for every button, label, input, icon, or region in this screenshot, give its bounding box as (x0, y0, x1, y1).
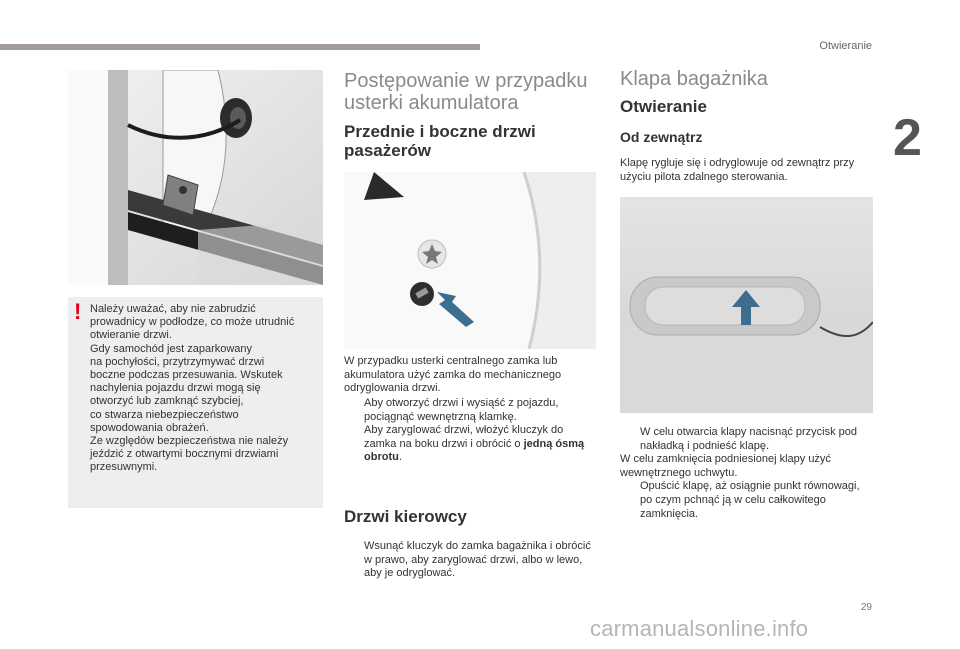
chapter-number: 2 (893, 109, 922, 167)
header-accent-bar (0, 44, 480, 50)
from-outside-heading: Od zewnątrz (620, 129, 703, 145)
door-lock-photo (344, 172, 596, 349)
section-name: Otwieranie (819, 40, 872, 52)
list-item: Aby otworzyć drzwi i wysiąść z pojazdu, pociągnąć wewnętrzną klamkę. (364, 397, 559, 423)
door-lock-illustration (344, 172, 596, 349)
opening-heading: Otwieranie (620, 97, 707, 116)
warning-icon: ! (74, 299, 82, 324)
tailgate-steps (620, 426, 872, 521)
list-item: W celu otwarcia klapy nacisnąć przycisk pod nakładką i podnieść klapę. (640, 426, 858, 452)
outside-text: Klapę rygluje się i odryglowuje od zewnątrz przy użyciu pilota zdalnego sterowania. (620, 157, 855, 183)
tailgate-handle-illustration (620, 197, 873, 413)
front-side-doors-heading: Przednie i boczne drzwi pasażerów (344, 122, 536, 160)
close-text: W celu zamknięcia podniesionej klapy użyć wewnętrznego uchwytu. (620, 453, 831, 479)
warning-box (68, 297, 323, 508)
watermark: carmanualsonline.info (590, 616, 809, 641)
front-intro-text: W przypadku usterki centralnego zamka lub akumulatora użyć zamka do mechanicznego odryglowania drzwi. (344, 355, 562, 395)
warning-text: Należy uważać, aby nie zabrudzić prowadnicy w podłodze, co może utrudnić otwieranie drzwi. Gdy samochód jest zaparkowany na pochyłości, przytrzymywać drzwi boczne podczas przesuwania. Wskutek nachylenia pojazdu drzwi mogą się otworzyć lub zamknąć szybciej, co stwarza niebezpieczeństwo spowodowania obrażeń. Ze względów bezpieczeństwa nie należy jeździć z otwartymi bocznymi drzwiami przesuwnymi. (90, 303, 295, 474)
front-bullets (344, 397, 592, 465)
sliding-door-rail-illustration (68, 70, 323, 285)
battery-failure-title: Postępowanie w przypadku usterki akumulatora (344, 70, 588, 114)
sliding-door-rail-photo (68, 70, 323, 285)
driver-door-heading: Drzwi kierowcy (344, 507, 467, 526)
list-item: Wsunąć kluczyk do zamka bagażnika i obrócić w prawo, aby zaryglować drzwi, albo w lewo, aby je odryglować. (364, 540, 591, 580)
tailgate-title: Klapa bagażnika (620, 68, 768, 90)
page-number: 29 (860, 602, 872, 613)
list-item: Opuścić klapę, aż osiągnie punkt równowagi, po czym pchnąć ją w celu całkowitego zamknięcia. (640, 480, 860, 520)
driver-bullets (344, 540, 592, 581)
list-item: Aby zaryglować drzwi, włożyć kluczyk do zamka na boku drzwi i obrócić o jedną ósmą obrotu. (364, 424, 585, 464)
tailgate-handle-photo (620, 197, 873, 413)
